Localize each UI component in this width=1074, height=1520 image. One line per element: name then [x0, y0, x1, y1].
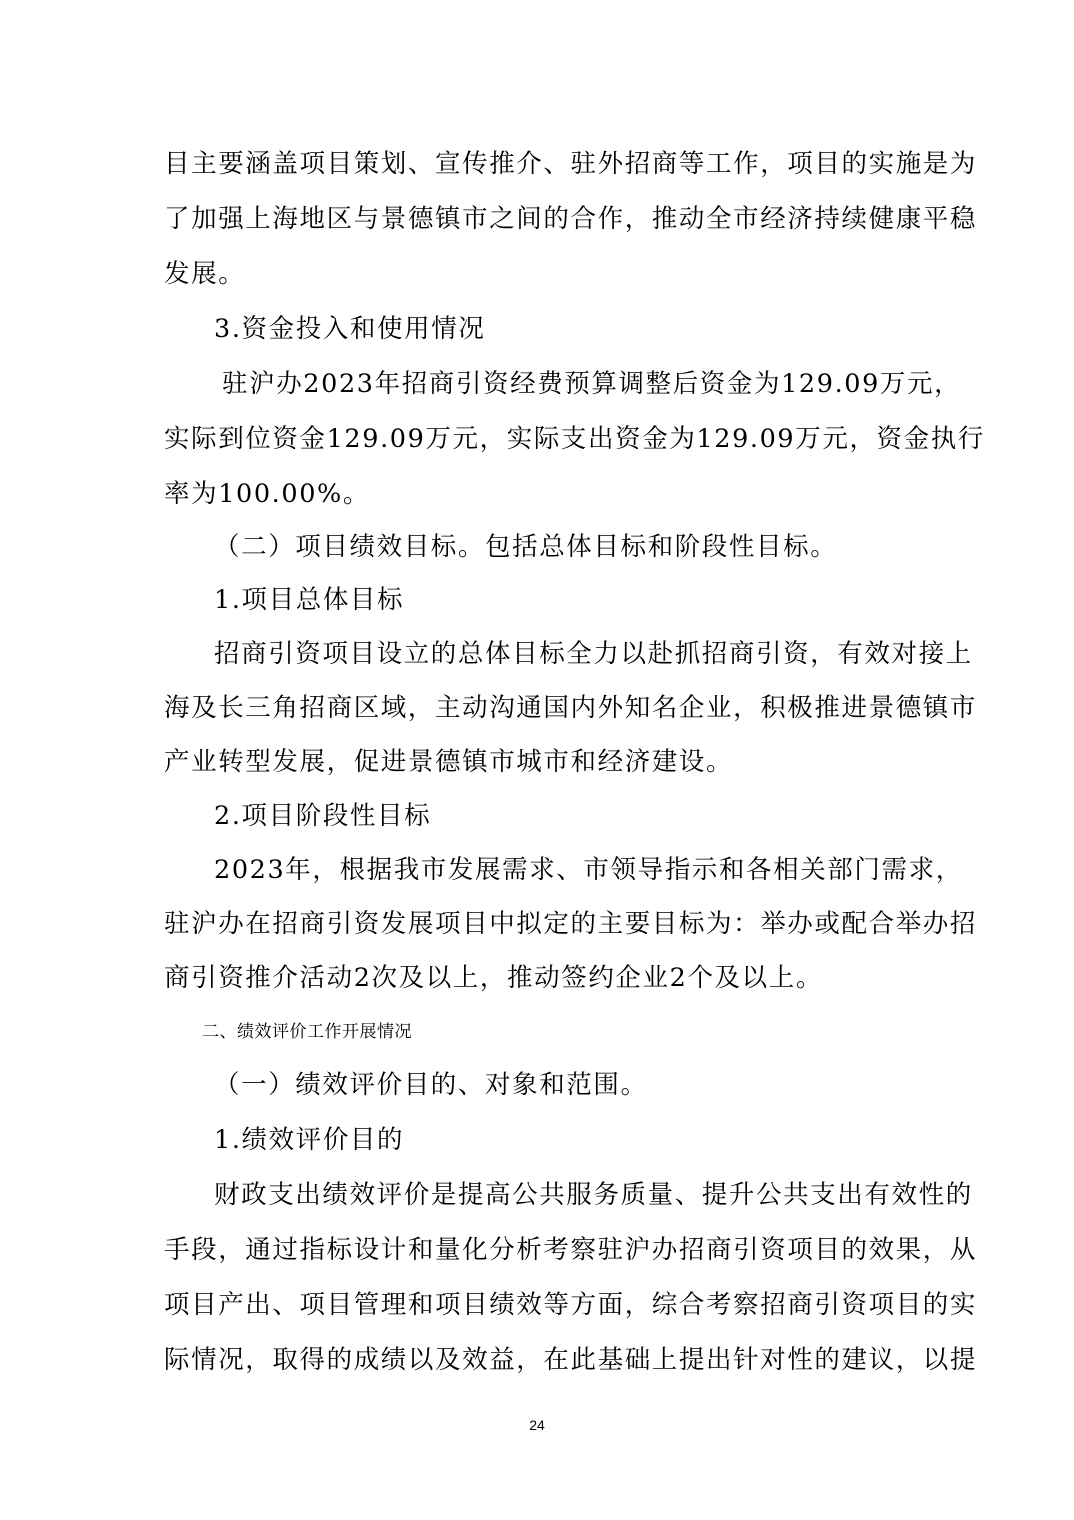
paragraph-line: 率为100.00%。	[164, 479, 370, 509]
subheading-stage-goal: 2.项目阶段性目标	[214, 801, 432, 831]
paragraph-line: 商引资推介活动2次及以上，推动签约企业2个及以上。	[164, 963, 823, 993]
paragraph-line: 目主要涵盖项目策划、宣传推介、驻外招商等工作，项目的实施是为	[164, 149, 978, 179]
paragraph-line: 项目产出、项目管理和项目绩效等方面，综合考察招商引资项目的实	[164, 1290, 978, 1320]
page-number: 24	[529, 1417, 545, 1433]
paragraph-line: 实际到位资金129.09万元，实际支出资金为129.09万元，资金执行	[164, 424, 985, 454]
paragraph-line: 海及长三角招商区域，主动沟通国内外知名企业，积极推进景德镇市	[164, 693, 978, 723]
subheading-overall-goal: 1.项目总体目标	[214, 585, 405, 615]
paragraph-line: 2023年，根据我市发展需求、市领导指示和各相关部门需求，	[214, 855, 963, 885]
paragraph-line: 手段，通过指标设计和量化分析考察驻沪办招商引资项目的效果，从	[164, 1235, 978, 1265]
paragraph-line: 产业转型发展，促进景德镇市城市和经济建设。	[164, 747, 734, 777]
heading-performance-goals: （二）项目绩效目标。包括总体目标和阶段性目标。	[214, 532, 838, 562]
paragraph-line: 财政支出绩效评价是提高公共服务质量、提升公共支出有效性的	[214, 1180, 973, 1210]
paragraph-line: 驻沪办在招商引资发展项目中拟定的主要目标为：举办或配合举办招	[164, 909, 978, 939]
section-heading: 二、绩效评价工作开展情况	[202, 1022, 412, 1042]
subheading-funds: 3.资金投入和使用情况	[214, 314, 486, 344]
paragraph-line: 了加强上海地区与景德镇市之间的合作，推动全市经济持续健康平稳	[164, 204, 978, 234]
paragraph-line: 驻沪办2023年招商引资经费预算调整后资金为129.09万元，	[222, 369, 962, 399]
paragraph-line: 发展。	[164, 259, 246, 289]
paragraph-line: 际情况，取得的成绩以及效益，在此基础上提出针对性的建议，以提	[164, 1345, 978, 1375]
subheading-eval-purpose: 1.绩效评价目的	[214, 1125, 405, 1155]
paragraph-line: 招商引资项目设立的总体目标全力以赴抓招商引资，有效对接上	[214, 639, 973, 669]
heading-eval-scope: （一）绩效评价目的、对象和范围。	[214, 1070, 648, 1100]
